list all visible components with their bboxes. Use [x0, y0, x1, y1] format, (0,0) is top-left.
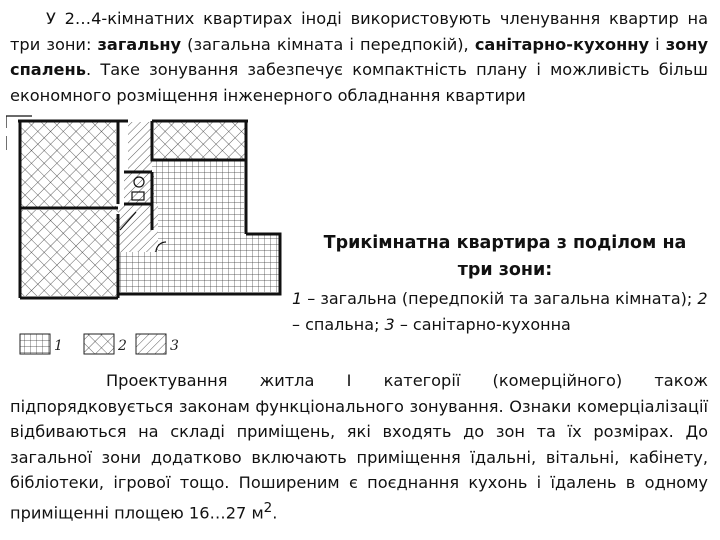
caption-desc-1: – загальна (передпокій та загальна кімната);: [302, 289, 698, 308]
intro-text-4: . Таке зонування забезпечує компактність плану і можливість більш економного розміщення інженерного обладнання квартири: [10, 60, 708, 105]
caption-num-1: 1: [292, 289, 303, 308]
caption-desc-3: – санітарно-кухонна: [394, 315, 571, 334]
body-text: Проектування житла І категорії (комерційного) також підпорядковується законам функціонального зонування. Ознаки комерціалізації відбиваються на складі приміщень, які входять до зон та їх розмірах. До загальної зони додатково включають приміщення їдальні, вітальні, кабінету, бібліотеки, ігрової тощо. Поширеним є поєднання кухонь і їдалень в одному приміщенні площею 16…27 м: [10, 371, 708, 522]
body-text-end: .: [272, 502, 278, 522]
caption-desc-2: – спальна;: [292, 315, 385, 334]
area-unit-superscript: 2: [263, 499, 273, 516]
intro-text-1: У 2…4-кімнатних квартирах іноді використовують членування квартир на три зони:: [10, 9, 708, 54]
figure-caption: [292, 286, 712, 338]
zone-sanitary-term: санітарно-кухонну: [474, 34, 650, 54]
legend-label-1: 1: [54, 338, 63, 354]
apartment-plan-figure: [6, 112, 292, 362]
zone-common-term: загальну: [97, 34, 182, 54]
legend-label-2: 2: [118, 338, 127, 354]
legend: [20, 334, 179, 354]
figure-title: Трикімнатна квартира з поділом на три зони:: [323, 233, 687, 280]
intro-text-2: (загальна кімната і передпокій),: [181, 34, 475, 54]
intro-text-3: і: [649, 34, 666, 54]
caption-num-2: 2: [697, 289, 708, 308]
zone-bedroom-term: зону спалень: [10, 34, 708, 79]
intro-paragraph: [10, 6, 708, 108]
legend-label-3: 3: [170, 338, 179, 354]
body-paragraph: [10, 368, 708, 525]
caption-num-3: 3: [384, 315, 395, 334]
